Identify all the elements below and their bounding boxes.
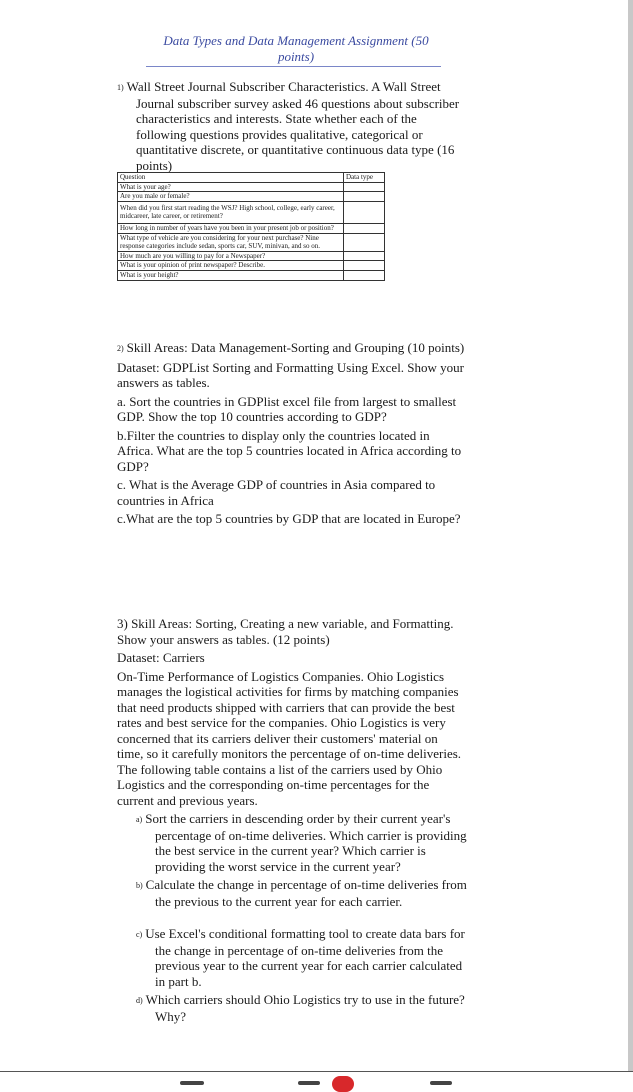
- table-header-question: Question: [118, 173, 344, 183]
- question-1: [117, 79, 467, 173]
- question-2-dataset: Dataset: GDPList Sorting and Formatting Using Excel. Show your answers as tables.: [117, 359, 465, 390]
- table-row: [118, 251, 385, 261]
- table-cell-question: How long in number of years have you been in your present job or position?: [118, 223, 344, 233]
- table-cell-question: Are you male or female?: [118, 192, 344, 202]
- question-3-item-b-number: b): [136, 881, 143, 890]
- question-1-table: [117, 172, 385, 281]
- table-cell-question: How much are you willing to pay for a Newspaper?: [118, 251, 344, 261]
- question-2-heading: Skill Areas: Data Management-Sorting and Grouping (10 points): [126, 340, 465, 355]
- table-header-row: [118, 173, 385, 183]
- table-cell-data-type: [344, 233, 385, 251]
- question-3: [117, 616, 467, 1024]
- question-3-item-a-number: a): [136, 815, 143, 824]
- notification-badge-icon[interactable]: [332, 1076, 354, 1092]
- table-cell-question: What type of vehicle are you considering for your next purchase? Nine response categories include sedan, sports car, SUV, minivan, and so on.: [118, 233, 344, 251]
- table-cell-data-type: [344, 270, 385, 280]
- title-underline: [146, 66, 441, 67]
- table-row: [118, 223, 385, 233]
- table-cell-data-type: [344, 223, 385, 233]
- table-row: [118, 270, 385, 280]
- question-2-part-b: b.Filter the countries to display only the countries located in Africa. What are the top 5 countries located in Africa according to GDP?: [117, 427, 462, 474]
- table-row: [118, 233, 385, 251]
- question-2-number: 2): [117, 344, 124, 353]
- table-cell-data-type: [344, 251, 385, 261]
- question-3-item-d: [117, 992, 467, 1024]
- page-edge-scrollbar[interactable]: [628, 0, 633, 1087]
- question-3-item-a: [117, 811, 467, 874]
- nav-back-icon[interactable]: [430, 1081, 452, 1085]
- question-3-dataset: Dataset: Carriers: [117, 650, 205, 665]
- table-cell-data-type: [344, 182, 385, 192]
- question-3-item-c-text: Use Excel's conditional formatting tool to create data bars for the change in percentage of on-time deliveries from the previous year to the current year for each carrier calculated in part b.: [145, 926, 465, 989]
- table-row: [118, 201, 385, 223]
- table-cell-data-type: [344, 201, 385, 223]
- question-3-body: On-Time Performance of Logistics Companies. Ohio Logistics manages the logistical activities for firms by matching companies that need products shipped with carriers that can provide the best rates and best service for the companies. Ohio Logistics is very concerned that its carriers deliver their customers' material on time, so it carefully monitors the percentage of on-time deliveries. The following table contains a list of the carriers used by Ohio Logistics and the corresponding on-time percentages for the current and previous years.: [117, 668, 462, 808]
- question-3-item-b-text: Calculate the change in percentage of on-time deliveries from the previous to the current year for each carrier.: [145, 877, 467, 909]
- table-row: [118, 192, 385, 202]
- table-cell-data-type: [344, 261, 385, 271]
- table-cell-question: What is your height?: [118, 270, 344, 280]
- question-2-part-a: a. Sort the countries in GDPlist excel file from largest to smallest GDP. Show the top 10 countries according to GDP?: [117, 393, 457, 424]
- question-3-item-d-number: d): [136, 996, 143, 1005]
- question-1-text: Wall Street Journal Subscriber Characteristics. A Wall Street Journal subscriber survey asked 46 questions about subscriber characteristics and interests. State whether each of the following questions provides qualitative, categorical or quantitative discrete, or quantitative continuous data type (16 points): [126, 79, 460, 173]
- bottom-navigation-bar: [0, 1071, 633, 1088]
- nav-recents-icon[interactable]: [180, 1081, 204, 1085]
- question-2: [117, 340, 467, 527]
- question-2-part-c1: c. What is the Average GDP of countries in Asia compared to countries in Africa: [117, 477, 436, 508]
- question-3-item-d-text: Which carriers should Ohio Logistics try to use in the future? Why?: [145, 992, 465, 1024]
- nav-home-icon[interactable]: [298, 1081, 320, 1085]
- table-cell-question: What is your opinion of print newspaper? Describe.: [118, 261, 344, 271]
- document-title: Data Types and Data Management Assignment (50 points): [163, 33, 429, 64]
- table-row: [118, 261, 385, 271]
- question-3-item-a-text: Sort the carriers in descending order by their current year's percentage of on-time deliveries. Which carrier is providing the best service in the current year? Which carrier is providing the worst service in the current year?: [145, 811, 467, 874]
- question-3-item-c-number: c): [136, 930, 143, 939]
- question-3-item-b: [117, 877, 467, 909]
- table-cell-question: What is your age?: [118, 182, 344, 192]
- question-2-part-c2: c.What are the top 5 countries by GDP that are located in Europe?: [117, 511, 461, 526]
- table-cell-question: When did you first start reading the WSJ? High school, college, early career, midcareer, late career, or retirement?: [118, 201, 344, 223]
- table-cell-data-type: [344, 192, 385, 202]
- table-header-data-type: Data type: [344, 173, 385, 183]
- table-row: [118, 182, 385, 192]
- question-3-item-c: [117, 926, 467, 989]
- question-3-heading: 3) Skill Areas: Sorting, Creating a new variable, and Formatting. Show your answers as tables. (12 points): [117, 616, 454, 647]
- question-1-number: 1): [117, 83, 124, 92]
